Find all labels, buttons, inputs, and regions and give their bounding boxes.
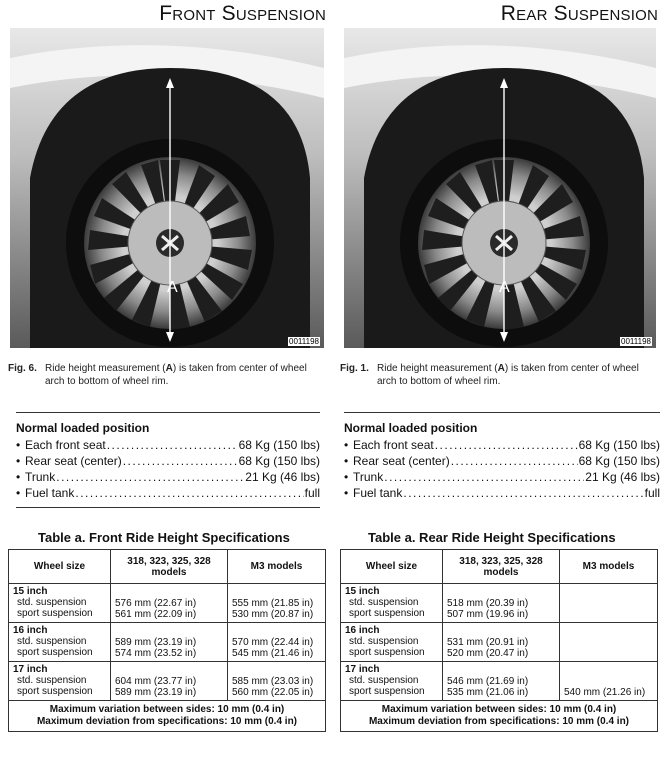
wheel-illustration <box>344 28 656 348</box>
wheel-illustration <box>10 28 324 348</box>
table-header-row: Wheel size 318, 323, 325, 328 models M3 models <box>9 550 326 584</box>
table-footer-row: Maximum variation between sides: 10 mm (0.4 in) Maximum deviation from specifications: 10 mm (0.4 in) <box>9 701 326 732</box>
table-row: 15 inch std. suspension sport suspension 576 mm (22.67 in) 561 mm (22.09 in) 555 mm (21.85 in) 530 mm (20.87 in) <box>9 584 326 623</box>
front-ride-height-table <box>8 549 326 732</box>
rear-suspension-section <box>332 0 664 760</box>
rear-table-title: Table a. Rear Ride Height Specifications <box>368 530 616 545</box>
load-item: • Trunk ..... 21 Kg (46 lbs) <box>16 469 320 485</box>
loaded-position-box <box>16 412 320 508</box>
load-item: • Each front seat ..... 68 Kg (150 lbs) <box>344 437 660 453</box>
table-row: 16 inch std. suspension sport suspension 589 mm (23.19 in) 574 mm (23.52 in) 570 mm (22.44 in) 545 mm (21.46 in) <box>9 623 326 662</box>
front-wheel-photo <box>10 28 324 348</box>
table-row: 16 inch std. suspension sport suspension 531 mm (20.91 in) 520 mm (20.47 in) <box>341 623 658 662</box>
rear-wheel-photo <box>344 28 656 348</box>
front-table-title: Table a. Front Ride Height Specifications <box>38 530 290 545</box>
figure-number: Fig. 6. <box>8 363 37 374</box>
table-row: 17 inch std. suspension sport suspension 604 mm (23.77 in) 589 mm (23.19 in) 585 mm (23.03 in) 560 mm (22.05 in) <box>9 662 326 701</box>
loaded-position-box <box>344 412 660 501</box>
table-row: 15 inch std. suspension sport suspension 518 mm (20.39 in) 507 mm (19.96 in) <box>341 584 658 623</box>
figure-caption: Fig. 1. Ride height measurement (A) is taken from center of wheel arch to bottom of wheel rim. <box>340 363 639 387</box>
load-item: • Rear seat (center) ..... 68 Kg (150 lbs) <box>344 453 660 469</box>
measurement-label-a: A <box>499 279 510 296</box>
loaded-position-title: Normal loaded position <box>16 421 150 435</box>
loaded-position-title: Normal loaded position <box>344 421 478 435</box>
figure-caption: Fig. 6. Ride height measurement (A) is taken from center of wheel arch to bottom of wheel rim. <box>8 363 307 387</box>
load-item: • Fuel tank ..... full <box>344 485 660 501</box>
load-item: • Trunk ..... 21 Kg (46 lbs) <box>344 469 660 485</box>
image-code: 0011198 <box>621 337 651 346</box>
table-footer-row: Maximum variation between sides: 10 mm (0.4 in) Maximum deviation from specifications: 10 mm (0.4 in) <box>341 701 658 732</box>
figure-number: Fig. 1. <box>340 363 369 374</box>
front-section-title: Front Suspension <box>159 2 326 25</box>
load-item: • Rear seat (center) ..... 68 Kg (150 lbs) <box>16 453 320 469</box>
image-code: 0011198 <box>289 337 319 346</box>
table-header-row: Wheel size 318, 323, 325, 328 models M3 models <box>341 550 658 584</box>
measurement-label-a: A <box>167 279 178 296</box>
load-item: • Each front seat ..... 68 Kg (150 lbs) <box>16 437 320 453</box>
table-row: 17 inch std. suspension sport suspension 546 mm (21.69 in) 535 mm (21.06 in) 540 mm (21.26 in) <box>341 662 658 701</box>
rear-section-title: Rear Suspension <box>500 2 658 25</box>
rear-ride-height-table <box>340 549 658 732</box>
load-item: • Fuel tank ..... full <box>16 485 320 501</box>
